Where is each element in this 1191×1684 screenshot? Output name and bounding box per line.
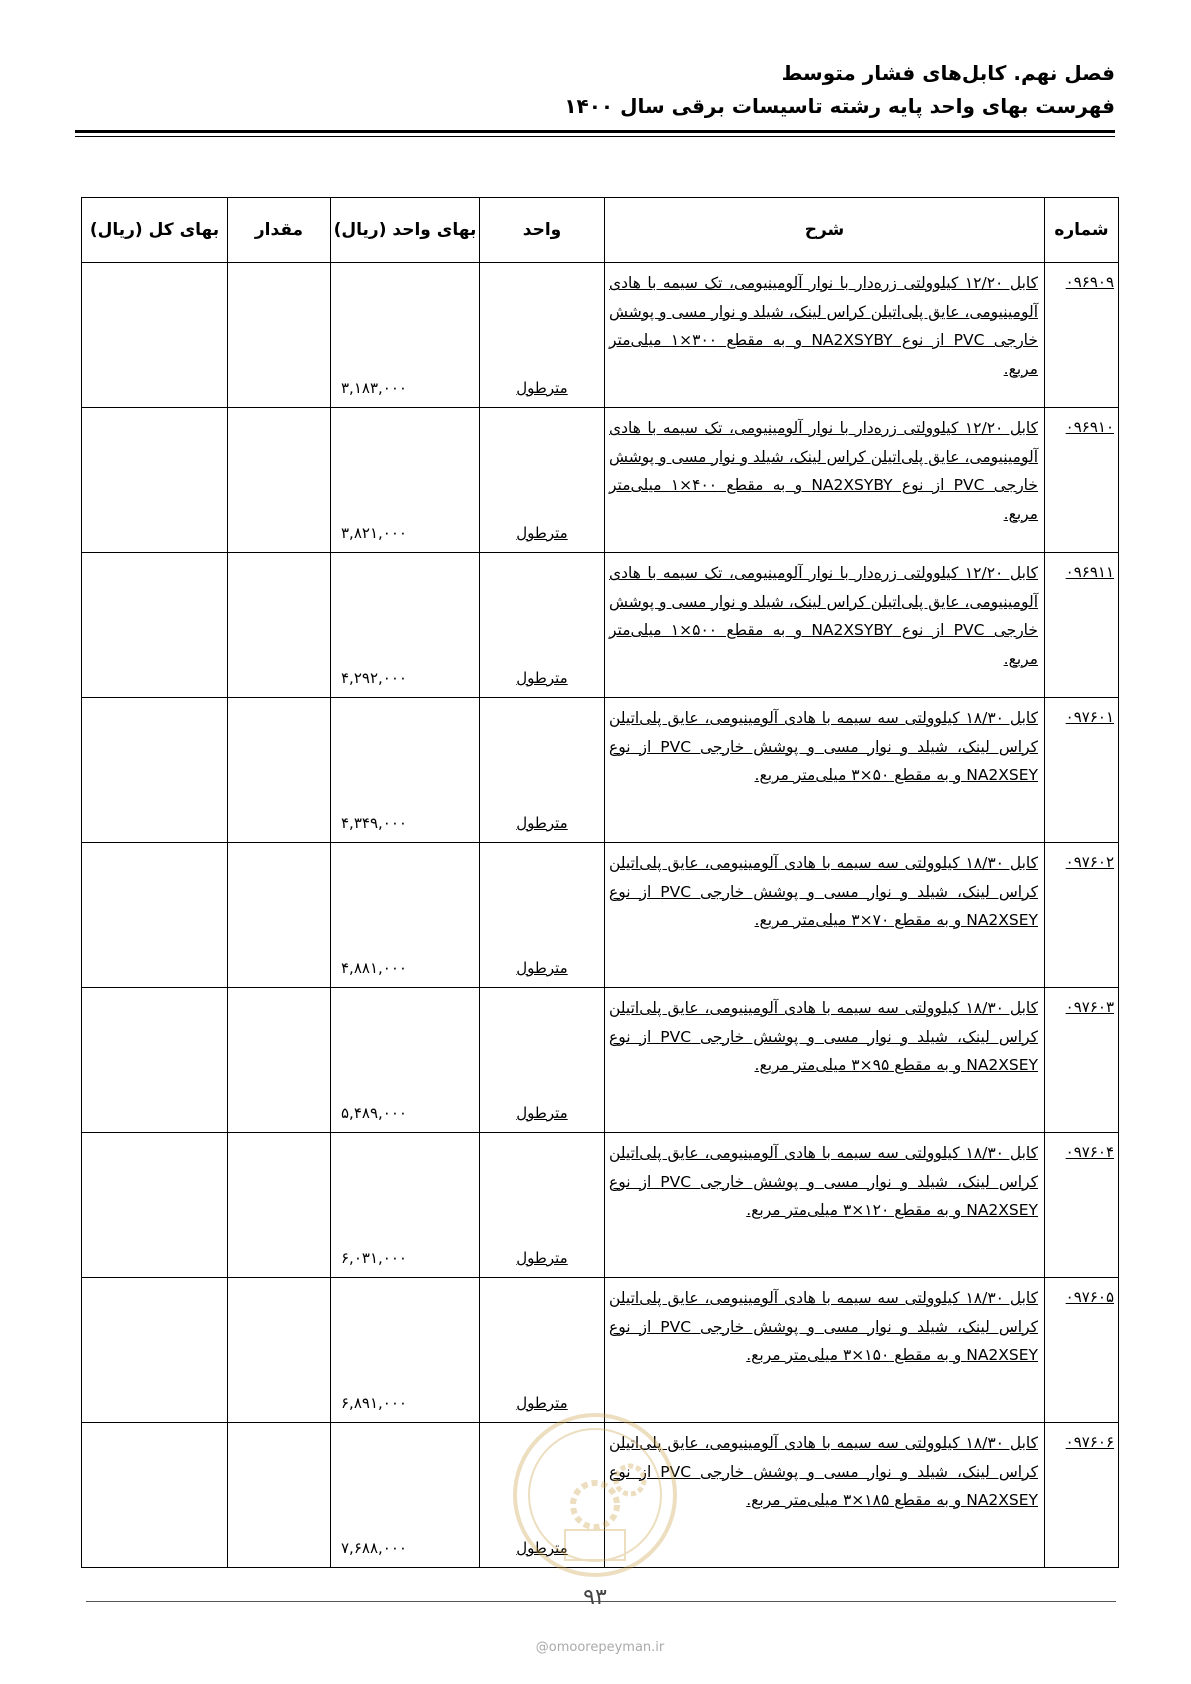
- cell-description: [605, 263, 1045, 408]
- item-unit-price: ۶,۸۹۱,۰۰۰: [341, 1394, 407, 1412]
- cell-total-price: [82, 1278, 228, 1423]
- item-unit: مترطول: [516, 1394, 568, 1412]
- cell-total-price: [82, 1423, 228, 1568]
- cell-unit-price: [331, 553, 480, 698]
- item-description: کابل ۱۲/۲۰ کیلوولتی زره‌دار با نوار آلومینیومی، تک سیمه با هادی آلومینیومی، عایق پلی‌اتیلن کراس لینک، شیلد و نوار مسی و پوشش خارجی PVC از نوع NA2XSYBY و به مقطع ۳۰۰×۱ میلی‌متر مربع.: [609, 274, 1038, 378]
- cell-code: [1045, 698, 1119, 843]
- cell-quantity: [228, 1278, 331, 1423]
- cell-unit-price: [331, 698, 480, 843]
- table-row: [82, 263, 1119, 408]
- item-unit-price: ۳,۱۸۳,۰۰۰: [341, 379, 407, 397]
- cell-description: [605, 843, 1045, 988]
- item-unit: مترطول: [516, 1539, 568, 1557]
- page-number: ۹۳: [583, 1585, 607, 1610]
- document-title: فهرست بهای واحد پایه رشته تاسیسات برقی سال ۱۴۰۰: [564, 94, 1115, 118]
- table-row: [82, 553, 1119, 698]
- item-code: ۰۹۷۶۰۵: [1065, 1288, 1114, 1306]
- column-header-total-price: بهای کل (ریال): [82, 198, 228, 263]
- header-divider-thick: [75, 130, 1115, 133]
- cell-unit-price: [331, 1423, 480, 1568]
- item-code: ۰۹۶۹۱۰: [1065, 418, 1114, 436]
- cell-description: [605, 1133, 1045, 1278]
- item-description: کابل ۱۸/۳۰ کیلوولتی سه سیمه با هادی آلومینیومی، عایق پلی‌اتیلن کراس لینک، شیلد و نوار مسی و پوشش خارجی PVC از نوع NA2XSEY و به مقطع ۹۵×۳ میلی‌متر مربع.: [609, 999, 1038, 1074]
- item-unit-price: ۳,۸۲۱,۰۰۰: [341, 524, 407, 542]
- column-header-code: شماره: [1045, 198, 1119, 263]
- cell-quantity: [228, 553, 331, 698]
- item-unit: مترطول: [516, 669, 568, 687]
- cell-code: [1045, 408, 1119, 553]
- cell-unit-price: [331, 988, 480, 1133]
- item-code: ۰۹۷۶۰۱: [1065, 708, 1114, 726]
- cell-quantity: [228, 988, 331, 1133]
- cell-unit: [480, 263, 605, 408]
- cell-unit: [480, 408, 605, 553]
- cell-unit: [480, 988, 605, 1133]
- table-row: [82, 1423, 1119, 1568]
- cell-unit-price: [331, 263, 480, 408]
- item-unit-price: ۴,۸۸۱,۰۰۰: [341, 959, 407, 977]
- column-header-unit-price: بهای واحد (ریال): [331, 198, 480, 263]
- table-row: [82, 698, 1119, 843]
- item-description: کابل ۱۸/۳۰ کیلوولتی سه سیمه با هادی آلومینیومی، عایق پلی‌اتیلن کراس لینک، شیلد و نوار مسی و پوشش خارجی PVC از نوع NA2XSEY و به مقطع ۵۰×۳ میلی‌متر مربع.: [609, 709, 1038, 784]
- cell-unit: [480, 1278, 605, 1423]
- cell-description: [605, 1423, 1045, 1568]
- cell-code: [1045, 1423, 1119, 1568]
- page-header: [75, 58, 1115, 122]
- cell-total-price: [82, 698, 228, 843]
- table-row: [82, 1133, 1119, 1278]
- item-description: کابل ۱۸/۳۰ کیلوولتی سه سیمه با هادی آلومینیومی، عایق پلی‌اتیلن کراس لینک، شیلد و نوار مسی و پوشش خارجی PVC از نوع NA2XSEY و به مقطع ۱۸۵×۳ میلی‌متر مربع.: [609, 1434, 1038, 1509]
- item-code: ۰۹۷۶۰۳: [1065, 998, 1114, 1016]
- item-unit: مترطول: [516, 379, 568, 397]
- item-code: ۰۹۶۹۱۱: [1065, 563, 1114, 581]
- table-header-row: [82, 198, 1119, 263]
- cell-quantity: [228, 1423, 331, 1568]
- cell-code: [1045, 843, 1119, 988]
- cell-quantity: [228, 408, 331, 553]
- cell-unit-price: [331, 1278, 480, 1423]
- cell-unit: [480, 1133, 605, 1278]
- cell-description: [605, 988, 1045, 1133]
- chapter-title: فصل نهم. کابل‌های فشار متوسط: [781, 61, 1115, 85]
- item-description: کابل ۱۸/۳۰ کیلوولتی سه سیمه با هادی آلومینیومی، عایق پلی‌اتیلن کراس لینک، شیلد و نوار مسی و پوشش خارجی PVC از نوع NA2XSEY و به مقطع ۷۰×۳ میلی‌متر مربع.: [609, 854, 1038, 929]
- item-unit: مترطول: [516, 524, 568, 542]
- item-description: کابل ۱۸/۳۰ کیلوولتی سه سیمه با هادی آلومینیومی، عایق پلی‌اتیلن کراس لینک، شیلد و نوار مسی و پوشش خارجی PVC از نوع NA2XSEY و به مقطع ۱۵۰×۳ میلی‌متر مربع.: [609, 1289, 1038, 1364]
- item-unit: مترطول: [516, 959, 568, 977]
- column-header-description: شرح: [605, 198, 1045, 263]
- cell-total-price: [82, 263, 228, 408]
- column-header-quantity: مقدار: [228, 198, 331, 263]
- cell-quantity: [228, 1133, 331, 1278]
- item-code: ۰۹۶۹۰۹: [1065, 273, 1114, 291]
- item-unit-price: ۷,۶۸۸,۰۰۰: [341, 1539, 407, 1557]
- cell-quantity: [228, 698, 331, 843]
- cell-total-price: [82, 988, 228, 1133]
- table-row: [82, 408, 1119, 553]
- cell-code: [1045, 1133, 1119, 1278]
- item-unit: مترطول: [516, 814, 568, 832]
- cell-description: [605, 553, 1045, 698]
- cell-code: [1045, 988, 1119, 1133]
- cell-description: [605, 1278, 1045, 1423]
- item-description: کابل ۱۲/۲۰ کیلوولتی زره‌دار با نوار آلومینیومی، تک سیمه با هادی آلومینیومی، عایق پلی‌اتیلن کراس لینک، شیلد و نوار مسی و پوشش خارجی PVC از نوع NA2XSYBY و به مقطع ۴۰۰×۱ میلی‌متر مربع.: [609, 419, 1038, 523]
- cell-code: [1045, 553, 1119, 698]
- cell-total-price: [82, 408, 228, 553]
- item-unit-price: ۴,۲۹۲,۰۰۰: [341, 669, 407, 687]
- cell-total-price: [82, 1133, 228, 1278]
- item-description: کابل ۱۲/۲۰ کیلوولتی زره‌دار با نوار آلومینیومی، تک سیمه با هادی آلومینیومی، عایق پلی‌اتیلن کراس لینک، شیلد و نوار مسی و پوشش خارجی PVC از نوع NA2XSYBY و به مقطع ۵۰۰×۱ میلی‌متر مربع.: [609, 564, 1038, 668]
- cell-unit: [480, 553, 605, 698]
- item-description: کابل ۱۸/۳۰ کیلوولتی سه سیمه با هادی آلومینیومی، عایق پلی‌اتیلن کراس لینک، شیلد و نوار مسی و پوشش خارجی PVC از نوع NA2XSEY و به مقطع ۱۲۰×۳ میلی‌متر مربع.: [609, 1144, 1038, 1219]
- cell-code: [1045, 1278, 1119, 1423]
- cell-unit: [480, 698, 605, 843]
- item-unit: مترطول: [516, 1249, 568, 1267]
- item-unit: مترطول: [516, 1104, 568, 1122]
- item-code: ۰۹۷۶۰۶: [1065, 1433, 1114, 1451]
- website-label: @omoorepeyman.ir: [535, 1640, 665, 1655]
- cell-description: [605, 698, 1045, 843]
- table-body: [82, 263, 1119, 1568]
- cell-total-price: [82, 553, 228, 698]
- table-row: [82, 1278, 1119, 1423]
- column-header-unit: واحد: [480, 198, 605, 263]
- cell-unit: [480, 843, 605, 988]
- item-code: ۰۹۷۶۰۴: [1065, 1143, 1114, 1161]
- cell-quantity: [228, 843, 331, 988]
- price-table: [81, 197, 1119, 1568]
- item-unit-price: ۶,۰۳۱,۰۰۰: [341, 1249, 407, 1267]
- header-divider-thin: [75, 136, 1115, 137]
- item-unit-price: ۵,۴۸۹,۰۰۰: [341, 1104, 407, 1122]
- cell-quantity: [228, 263, 331, 408]
- table-row: [82, 988, 1119, 1133]
- cell-unit-price: [331, 1133, 480, 1278]
- item-unit-price: ۴,۳۴۹,۰۰۰: [341, 814, 407, 832]
- item-code: ۰۹۷۶۰۲: [1065, 853, 1114, 871]
- cell-code: [1045, 263, 1119, 408]
- table-row: [82, 843, 1119, 988]
- cell-unit-price: [331, 843, 480, 988]
- cell-unit-price: [331, 408, 480, 553]
- cell-total-price: [82, 843, 228, 988]
- cell-description: [605, 408, 1045, 553]
- cell-unit: [480, 1423, 605, 1568]
